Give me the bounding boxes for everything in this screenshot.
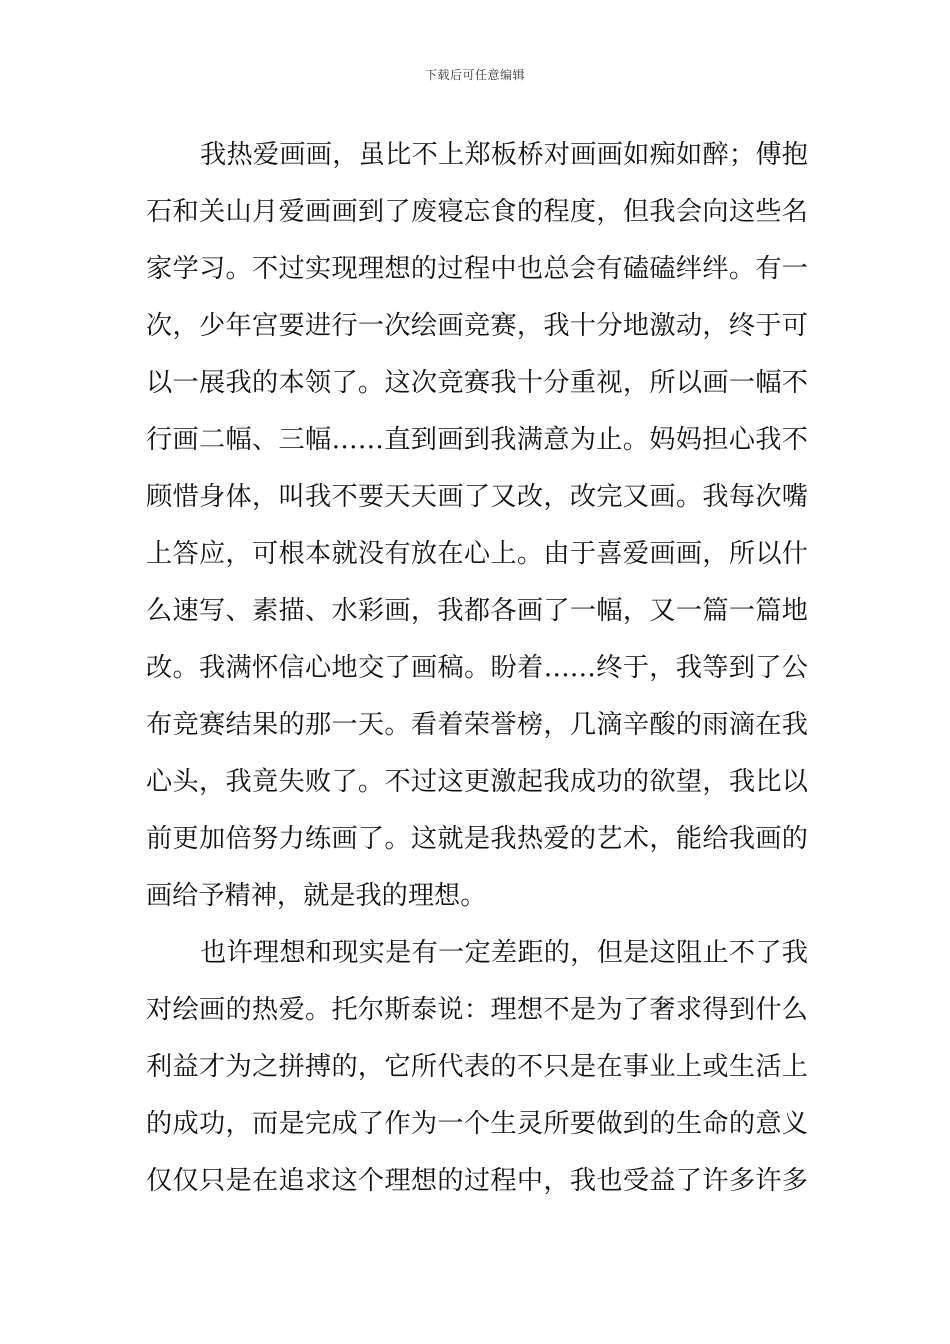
text-line: 我热爱画画，虽比不上郑板桥对画画如痴如醉；傅抱	[200, 140, 808, 170]
text-line: 行画二幅、三幅……直到画到我满意为止。妈妈担心我不	[146, 425, 808, 455]
text-line: 的成功，而是完成了作为一个生灵所要做到的生命的意义	[146, 1109, 808, 1139]
text-line: 家学习。不过实现理想的过程中也总会有磕磕绊绊。有一	[146, 254, 808, 284]
text-line: 以一展我的本领了。这次竞赛我十分重视，所以画一幅不	[146, 368, 808, 398]
text-line: 仅仅只是在追求这个理想的过程中，我也受益了许多许多	[146, 1166, 808, 1196]
text-line: 么速写、素描、水彩画，我都各画了一幅，又一篇一篇地	[146, 596, 808, 626]
paragraph	[146, 925, 808, 1210]
paragraph	[146, 127, 808, 925]
text-line: 次，少年宫要进行一次绘画竞赛，我十分地激动，终于可	[146, 311, 808, 341]
text-line: 前更加倍努力练画了。这就是我热爱的艺术，能给我画的	[146, 824, 808, 854]
text-line: 上答应，可根本就没有放在心上。由于喜爱画画，所以什	[146, 539, 808, 569]
document-body	[146, 127, 808, 1210]
text-line: 也许理想和现实是有一定差距的，但是这阻止不了我	[200, 938, 808, 968]
text-line: 对绘画的热爱。托尔斯泰说：理想不是为了奢求得到什么	[146, 995, 808, 1025]
text-line: 石和关山月爱画画到了废寝忘食的程度，但我会向这些名	[146, 197, 808, 227]
text-line: 利益才为之拼搏的，它所代表的不只是在事业上或生活上	[146, 1052, 808, 1082]
text-line: 布竞赛结果的那一天。看着荣誉榜，几滴辛酸的雨滴在我	[146, 710, 808, 740]
text-line: 顾惜身体，叫我不要天天画了又改，改完又画。我每次嘴	[146, 482, 808, 512]
text-line: 改。我满怀信心地交了画稿。盼着……终于，我等到了公	[146, 653, 808, 683]
page-header: 下载后可任意编辑	[424, 68, 525, 82]
text-line: 画给予精神，就是我的理想。	[146, 881, 487, 911]
text-line: 心头，我竟失败了。不过这更激起我成功的欲望，我比以	[146, 767, 808, 797]
